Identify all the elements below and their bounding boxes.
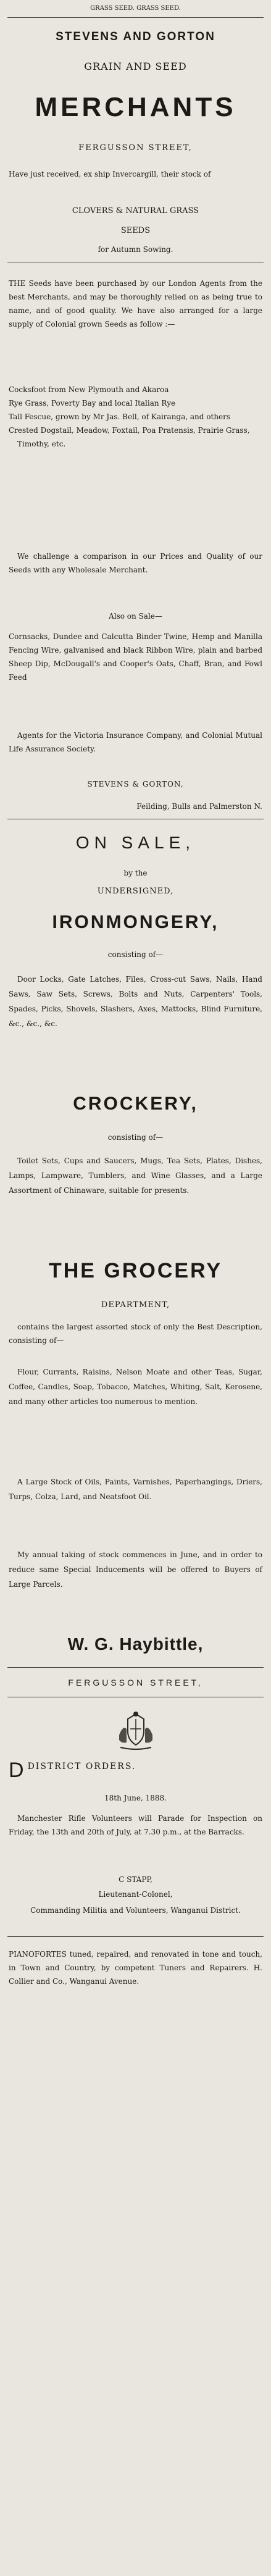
orders-paragraph: Manchester Rifle Volunteers will Parade for Inspection on Friday, the 13th and 20th of July, at 7.30 p.m., at the Barracks. [9, 1814, 262, 1836]
locations: Feilding, Bulls and Palmerston N. [136, 802, 262, 811]
divider [7, 1936, 264, 1937]
seed-item: Tall Fescue, grown by Mr Jas. Bell, of Kairanga, and others [9, 412, 231, 421]
crockery-list: Toilet Sets, Cups and Saucers, Mugs, Tea Sets, Plates, Dishes, Lamps, Lampware, Tumblers, and Wine Glasses, and a Large Assortment of Chinaware, suitable for presents. [9, 1156, 262, 1195]
oils-paragraph: A Large Stock of Oils, Paints, Varnishes, Paperhangings, Driers, Turps, Colza, Lard, and Neatsfoot Oil. [9, 1478, 262, 1501]
district-orders-heading [9, 1758, 262, 1782]
orders-date: 18th June, 1888. [104, 1794, 167, 1802]
seed-item: Rye Grass, Poverty Bay and local Italian Rye [9, 399, 176, 408]
grocery-heading: THE GROCERY [48, 1259, 223, 1282]
consisting-of: consisting of— [107, 950, 164, 959]
pianoforte-notice: PIANOFORTES tuned, repaired, and renovated in tone and touch, in Town and Country, by competent Tuners and Repairers. H. Collier and Co., Wanganui Avenue. [9, 1950, 262, 1986]
coat-of-arms-emblem [9, 1710, 262, 1754]
undersigned: UNDERSIGNED, [97, 887, 174, 896]
orders-command: Commanding Militia and Volunteers, Wanganui District. [30, 1906, 241, 1915]
ironmongery-heading: IRONMONGERY, [52, 912, 219, 932]
autumn-sowing: for Autumn Sowing. [98, 245, 173, 254]
agents-text: Agents for the Victoria Insurance Company, and Colonial Mutual Life Assurance Society. [9, 731, 262, 753]
divider [7, 17, 264, 18]
seed-item: Cocksfoot from New Plymouth and Akaroa [9, 385, 169, 394]
ironmongery-list: Door Locks, Gate Latches, Files, Cross-cut Saws, Nails, Hand Saws, Saw Sets, Screws, Bolts and Nuts, Carpenters' Tools, Spades, Picks, Shovels, Slashers, Axes, Mattocks, Blind Furniture, &c., &c., &c. [9, 975, 262, 1028]
on-sale-heading: ON SALE, [75, 833, 196, 852]
crockery-heading: CROCKERY, [73, 1094, 198, 1114]
signoff: STEVENS & GORTON, [87, 780, 184, 788]
intro-text: Have just received, ex ship Invercargill, their stock of [9, 170, 211, 178]
orders-rank: Lieutenant-Colonel, [98, 1890, 173, 1899]
grocery-list: Flour, Currants, Raisins, Nelson Moate and other Teas, Sugar, Coffee, Candles, Soap, Tobacco, Matches, Whiting, Salt, Kerosene, and many other articles too numerous to mention. [9, 1368, 262, 1406]
seeds-paragraph: THE Seeds have been purchased by our London Agents from the best Merchants, and may be thoroughly relied on as being true to name, and of good quality. We have also arranged for a large supply of Colonial grown Seeds as follow :— [9, 279, 262, 328]
clovers-heading: CLOVERS & NATURAL GRASS [72, 206, 199, 215]
seed-item: Crested Dogstail, Meadow, Foxtail, Poa Pratensis, Prairie Grass, Timothy, etc. [9, 426, 250, 448]
street-line: FERGUSSON STREET, [78, 143, 193, 153]
grain-seed-line: GRAIN AND SEED [84, 61, 187, 72]
by-the: by the [123, 869, 148, 877]
top-header: GRASS SEED. GRASS SEED. [90, 5, 181, 12]
sale-paragraph: Cornsacks, Dundee and Calcutta Binder Twine, Hemp and Manilla Fencing Wire, galvanised and black Ribbon Wire, plain and barbed Sheep Dip, McDougall's and Cooper's Oats, Chaff, Bran, and Fowl Feed [9, 632, 262, 682]
divider [7, 1667, 264, 1668]
merchants-heading: MERCHANTS [35, 92, 236, 122]
street-line-2: FERGUSSON STREET, [68, 1678, 203, 1687]
stocktaking-paragraph: My annual taking of stock commences in June, and in order to reduce same Special Inducements will be offered to Buyers of Large Parcels. [9, 1550, 262, 1589]
dropcap-d: D [9, 1758, 25, 1782]
seeds-heading: SEEDS [120, 226, 151, 235]
challenge-text: We challenge a comparison in our Prices and Quality of our Seeds with any Wholesale Merchant. [9, 552, 262, 574]
also-on-sale: Also on Sale— [109, 612, 162, 621]
grocery-intro: contains the largest assorted stock of only the Best Description, consisting of— [9, 1323, 262, 1345]
orders-signature: C STAPP, [119, 1875, 152, 1884]
haybittle-name: W. G. Haybittle, [67, 1634, 204, 1654]
coat-of-arms-icon [114, 1710, 157, 1751]
seed-list [9, 383, 262, 451]
consisting-of: consisting of— [107, 1133, 164, 1142]
department-heading: DEPARTMENT, [101, 1300, 170, 1310]
district-orders-title: DISTRICT ORDERS. [27, 1762, 136, 1771]
company-name: STEVENS AND GORTON [56, 30, 215, 43]
